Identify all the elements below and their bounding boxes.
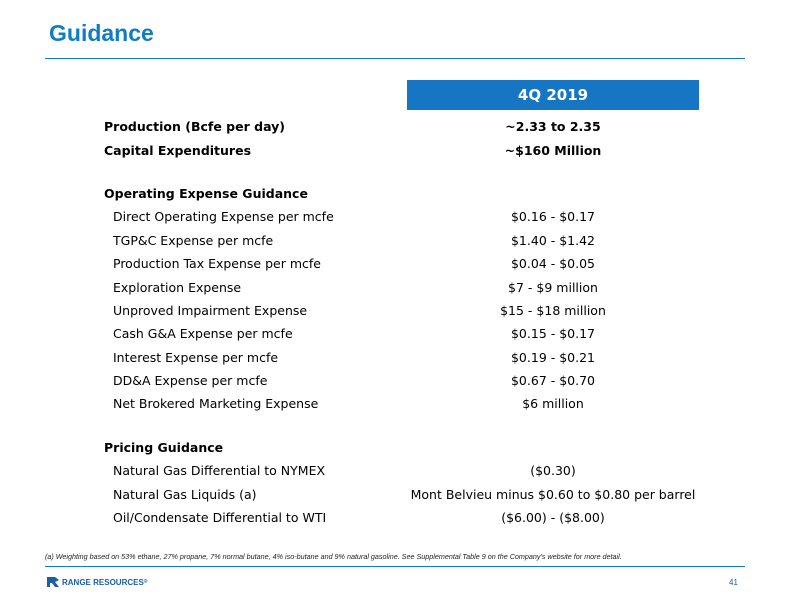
row-value: $1.40 - $1.42 [510,232,596,248]
row-value: ~$160 Million [504,142,602,158]
company-logo [47,577,147,587]
logo-mark: ® [143,579,148,585]
row-label: Exploration Expense [113,279,242,295]
row-value: $15 - $18 million [500,302,606,318]
page-title: Guidance [49,20,154,46]
row-label: Natural Gas Liquids (a) [113,486,257,502]
row-value: $0.16 - $0.17 [510,209,596,225]
row-label: TGP&C Expense per mcfe [113,232,274,248]
table-row [0,205,800,228]
row-value: ~2.33 to 2.35 [505,119,601,135]
table-row [0,252,800,275]
table-row [0,322,800,345]
table-row [0,299,800,322]
logo-text: RANGE RESOURCES [62,577,144,587]
table-row [0,115,800,138]
row-label: Cash G&A Expense per mcfe [113,326,293,342]
row-spacer [0,416,800,436]
table-row [0,482,800,505]
row-label: Production Tax Expense per mcfe [113,256,321,272]
range-logo-icon [47,577,59,587]
footnote: (a) Weighting based on 53% ethane, 27% propane, 7% normal butane, 4% iso-butane and 9% natural gasoline. See Supplemental Table 9 on the Company's website for more detail. [45,552,622,561]
row-label: Natural Gas Differential to NYMEX [113,463,326,479]
row-label: Unproved Impairment Expense [113,302,308,318]
row-value: Mont Belvieu minus $0.60 to $0.80 per barrel [410,486,696,502]
row-value: $0.19 - $0.21 [510,349,596,365]
table-row [0,275,800,298]
section-label: Pricing Guidance [104,439,224,455]
row-label: Net Brokered Marketing Expense [113,396,319,412]
row-value: ($0.30) [530,463,576,479]
page-number: 41 [729,578,738,587]
title-divider [45,58,745,59]
section-label: Operating Expense Guidance [104,185,308,201]
table-row [0,346,800,369]
row-label: Production (Bcfe per day) [104,119,285,135]
table-row [0,392,800,415]
row-value: $0.67 - $0.70 [510,373,596,389]
column-header: 4Q 2019 [407,80,699,110]
row-value: $6 million [522,396,584,412]
row-label: Interest Expense per mcfe [113,349,279,365]
row-value: ($6.00) - ($8.00) [501,510,605,526]
row-label: Direct Operating Expense per mcfe [113,209,334,225]
section-heading [0,182,800,205]
footer-divider [45,566,745,567]
row-value: $0.04 - $0.05 [510,256,596,272]
table-row [0,229,800,252]
row-spacer [0,162,800,182]
row-value: $0.15 - $0.17 [510,326,596,342]
guidance-table [0,115,800,529]
table-row [0,459,800,482]
row-label: Capital Expenditures [104,142,252,158]
section-heading [0,436,800,459]
table-row [0,369,800,392]
table-row [0,138,800,161]
table-row [0,506,800,529]
row-label: DD&A Expense per mcfe [113,373,268,389]
row-value: $7 - $9 million [508,279,598,295]
row-label: Oil/Condensate Differential to WTI [113,510,327,526]
